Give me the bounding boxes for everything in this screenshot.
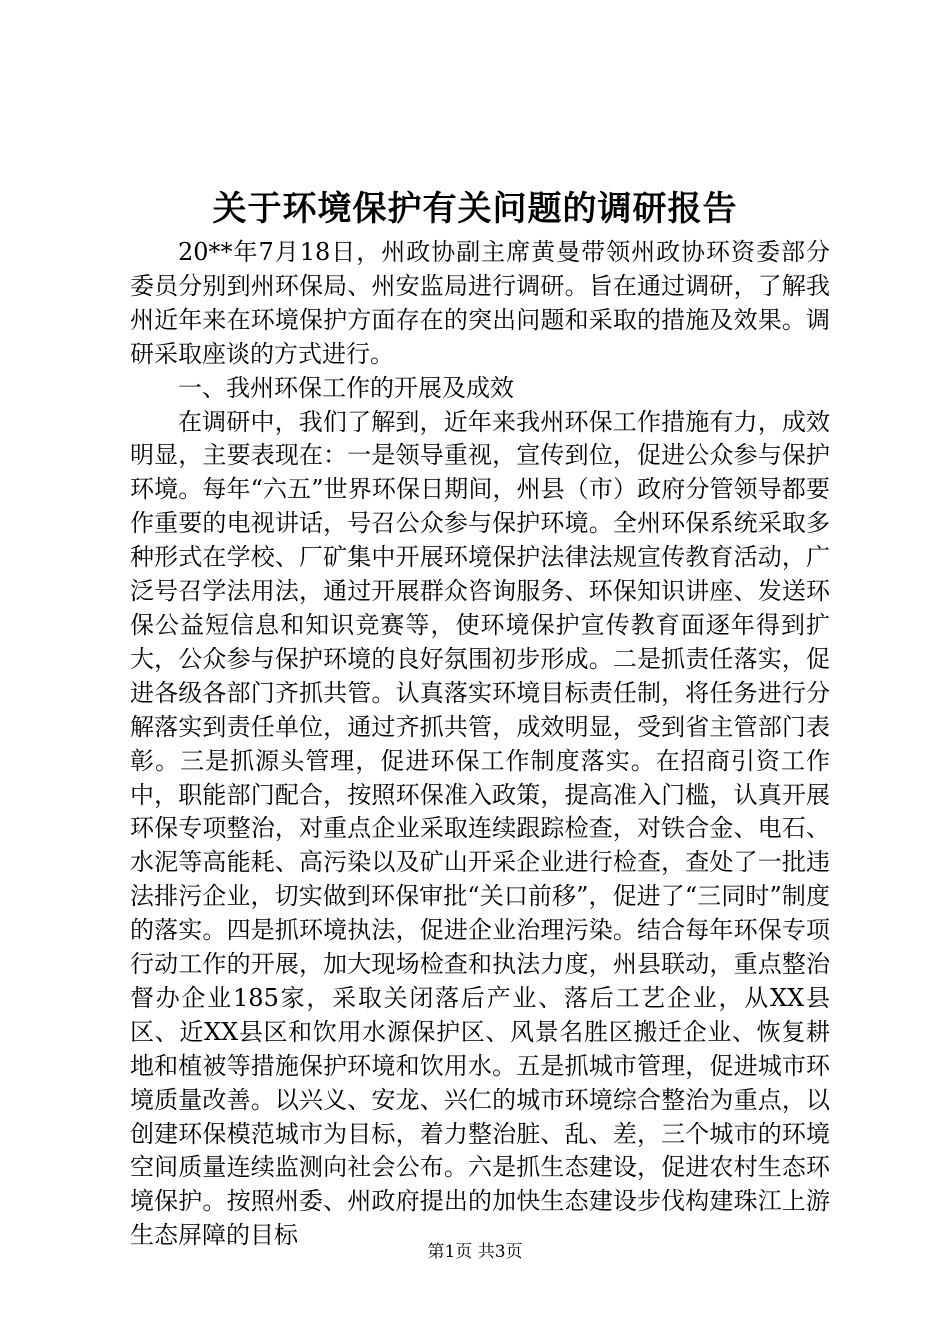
document-title: 关于环境保护有关问题的调研报告: [212, 189, 738, 229]
section-heading: 一、我州环保工作的开展及成效: [178, 373, 514, 402]
paragraph-intro: 20**年7月18日，州政协副主席黄曼带领州政协环资委部分委员分别到州环保局、州安监局进行调研。旨在通过调研，了解我州近年来在环境保护方面存在的突出问题和采取的措施及效果。调研采取座谈的方式进行。: [130, 238, 830, 368]
document-body: [130, 236, 830, 1253]
page-footer: 第1页 共3页: [427, 1242, 523, 1262]
paragraph-achievements: 在调研中，我们了解到，近年来我州环保工作措施有力，成效明显，主要表现在：一是领导重视，宣传到位，促进公众参与保护环境。每年“六五”世界环保日期间，州县（市）政府分管领导都要作重要的电视讲话，号召公众参与保护环境。全州环保系统采取多种形式在学校、厂矿集中开展环境保护法律法规宣传教育活动，广泛号召学法用法，通过开展群众咨询服务、环保知识讲座、发送环保公益短信息和知识竞赛等，使环境保护宣传教育面逐年得到扩大，公众参与保护环境的良好氛围初步形成。二是抓责任落实，促进各级各部门齐抓共管。认真落实环境目标责任制，将任务进行分解落实到责任单位，通过齐抓共管，成效明显，受到省主管部门表彰。三是抓源头管理，促进环保工作制度落实。在招商引资工作中，职能部门配合，按照环保准入政策，提高准入门槛，认真开展环保专项整治，对重点企业采取连续跟踪检查，对铁合金、电石、水泥等高能耗、高污染以及矿山开采企业进行检查，查处了一批违法排污企业，切实做到环保审批“关口前移”，促进了“三同时”制度的落实。四是抓环境执法，促进企业治理污染。结合每年环保专项行动工作的开展，加大现场检查和执法力度，州县联动，重点整治督办企业185家，采取关闭落后产业、落后工艺企业，从XX县区、近XX县区和饮用水源保护区、风景名胜区搬迁企业、恢复耕地和植被等措施保护环境和饮用水。五是抓城市管理，促进城市环境质量改善。以兴义、安龙、兴仁的城市环境综合整治为重点，以创建环保模范城市为目标，着力整治脏、乱、差，三个城市的环境空间质量连续监测向社会公布。六是抓生态建设，促进农村生态环境保护。按照州委、州政府提出的加快生态建设步伐构建珠江上游生态屏障的目标: [130, 407, 830, 1250]
